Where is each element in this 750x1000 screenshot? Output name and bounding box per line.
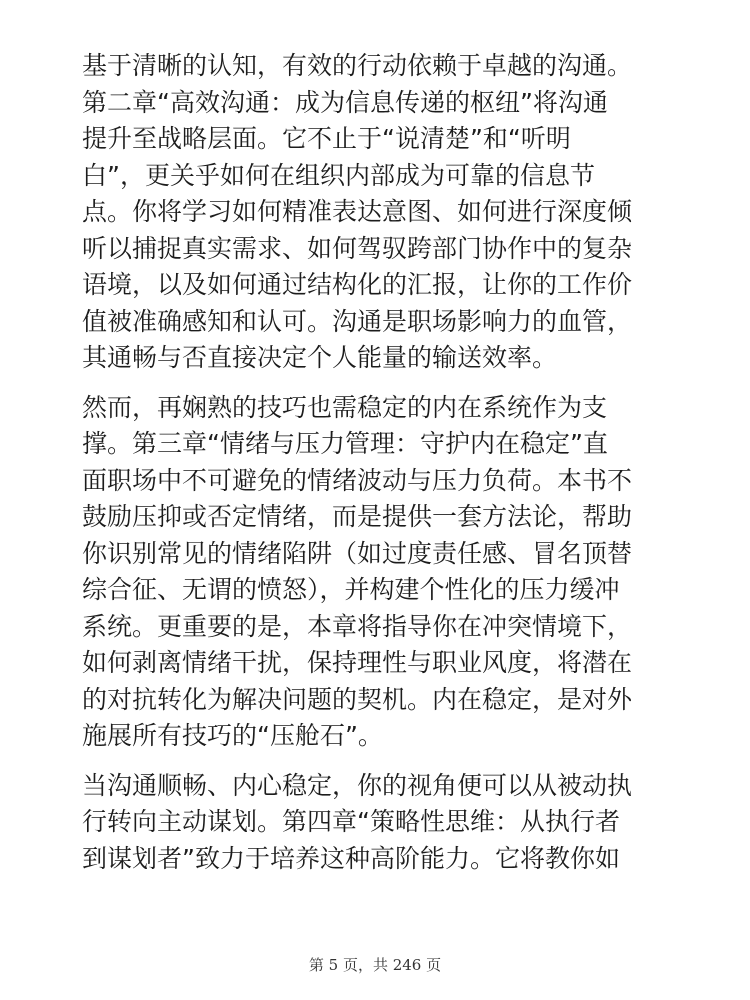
text-line: 提升至战略层面。它不止于“说清楚”和“听明 [82, 124, 571, 153]
text-line: 的对抗转化为解决问题的契机。内在稳定，是对外 [82, 684, 633, 714]
text-line: 听以捕捉真实需求、如何驾驭跨部门协作中的复杂 [82, 233, 633, 263]
paragraph [82, 390, 672, 755]
text-line: 如何剥离情绪干扰，保持理性与职业风度，将潜在 [82, 648, 633, 677]
text-line: 点。你将学习如何精准表达意图、如何进行深度倾 [82, 197, 633, 226]
text-line: 行转向主动谋划。第四章“策略性思维：从执行者 [82, 807, 620, 836]
text-line: 施展所有技巧的“压舱石”。 [82, 721, 383, 750]
text-line: 值被准确感知和认可。沟通是职场影响力的血管， [82, 306, 633, 336]
text-line: 白”，更关乎如何在组织内部成为可靠的信息节 [82, 160, 595, 190]
text-line: 其通畅与否直接决定个人能量的输送效率。 [82, 343, 558, 372]
text-line: 到谋划者”致力于培养这种高阶能力。它将教你如 [82, 843, 620, 873]
text-line: 当沟通顺畅、内心稳定，你的视角便可以从被动执 [82, 770, 633, 800]
text-line: 撑。第三章“情绪与压力管理：守护内在稳定”直 [82, 429, 608, 458]
text-line: 你识别常见的情绪陷阱（如过度责任感、冒名顶替 [82, 538, 633, 568]
paragraph [82, 768, 672, 878]
text-line: 综合征、无谓的愤怒），并构建个性化的压力缓冲 [82, 575, 620, 604]
paragraph [82, 48, 672, 377]
text-line: 第二章“高效沟通：成为信息传递的枢纽”将沟通 [82, 87, 608, 117]
page-number-footer: 第 5 页，共 246 页 [308, 956, 442, 974]
text-line: 鼓励压抑或否定情绪，而是提供一套方法论，帮助 [82, 502, 633, 531]
text-line: 系统。更重要的是，本章将指导你在冲突情境下， [82, 611, 633, 641]
text-line: 面职场中不可避免的情绪波动与压力负荷。本书不 [82, 465, 633, 495]
text-line: 然而，再娴熟的技巧也需稳定的内在系统作为支 [82, 392, 608, 422]
text-line: 语境，以及如何通过结构化的汇报，让你的工作价 [82, 270, 633, 299]
body-text [82, 48, 672, 890]
text-line: 基于清晰的认知，有效的行动依赖于卓越的沟通。 [82, 51, 633, 80]
